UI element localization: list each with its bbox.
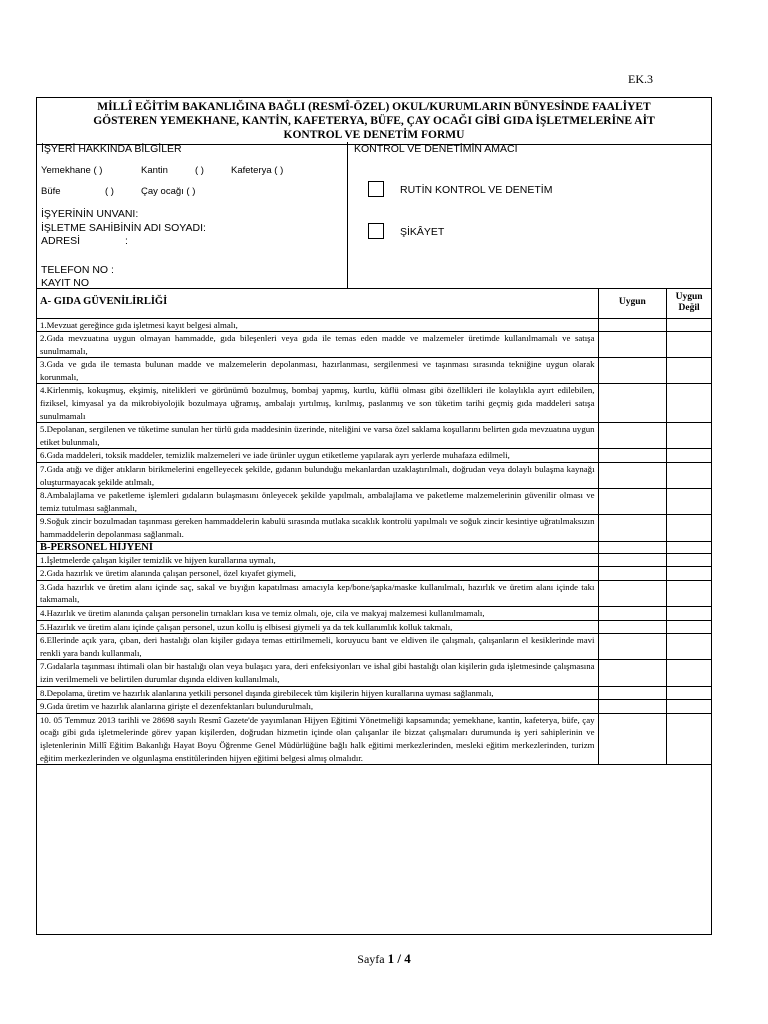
- section-b-item-6-uygun-cell[interactable]: [598, 634, 667, 660]
- section-b-item-10-text: 10. 05 Temmuz 2013 tarihli ve 28698 sayılı Resmî Gazete'de yayımlanan Hijyen Eğitimi Yönetmeliği kapsamında; yemekhane, kantin, kafeterya, büfe, çay ocağı gibi gıda işletmelerinde görev yapan kişilerden, doğrudan hizmetin içinde olan çalışanlar ile bizzat çalışmaları durumunda iş yeri sahiplerinin ve işletenlerinin Millî Eğitim Bakanlığı Hayat Boyu Öğrenme Genel Müdürlüğüne bağlı halk eğitimi merkezlerinden, mesleki eğitim merkezlerinden, turizm eğitim merkezlerinden ve olgunlaşma enstitülerinden hijyen eğitimi belgesi almış olmalıdır.: [37, 713, 598, 764]
- section-b-item-3-row: [37, 580, 711, 606]
- section-a-item-1-text: 1.Mevzuat gereğince gıda işletmesi kayıt belgesi almalı,: [37, 318, 598, 332]
- section-a-item-6-text: 6.Gıda maddeleri, toksik maddeler, temizlik malzemeleri ve iade ürünler uygun etiketleme yapılarak ayrı yerlerde muhafaza edilmeli,: [37, 449, 598, 463]
- section-a-item-7-row: [37, 463, 711, 489]
- section-b-item-8-uygun-degil-cell[interactable]: [667, 686, 711, 700]
- section-a-item-7-uygun-cell[interactable]: [598, 463, 667, 489]
- section-b-item-5-text: 5.Hazırlık ve üretim alanı içinde çalışan personel, uzun kollu iş elbisesi giymeli ya da tek kullanımlık kolluk takmalı,: [37, 620, 598, 634]
- section-a-item-8-uygun-degil-cell[interactable]: [667, 489, 711, 515]
- section-b-item-2-uygun-cell[interactable]: [598, 567, 667, 581]
- section-a-item-2-text: 2.Gıda mevzuatına uygun olmayan hammadde, gıda bileşenleri veya gıda ile temas eden madde ve malzemeler üretimde kullanılmamalı ve satışa sunulmamalı,: [37, 332, 598, 358]
- section-b-item-1-row: [37, 553, 711, 567]
- section-b-header-uygun-cell: [598, 541, 667, 553]
- section-b-item-6-row: [37, 634, 711, 660]
- title-line-2: GÖSTEREN YEMEKHANE, KANTİN, KAFETERYA, BÜFE, ÇAY OCAĞI GİBİ GIDA İŞLETMELERİNE AİT: [93, 115, 655, 127]
- section-b-item-3-text: 3.Gıda hazırlık ve üretim alanı içinde saç, sakal ve bıyığın kapatılması amacıyla kep/bone/şapka/maske kullanılmalı, hazırlık ve üretim alanı içinde takı takmamalı,: [37, 580, 598, 606]
- section-b-item-6-uygun-degil-cell[interactable]: [667, 634, 711, 660]
- section-b-item-10-row: [37, 713, 711, 764]
- section-b-item-9-uygun-degil-cell[interactable]: [667, 700, 711, 714]
- purpose-panel: [348, 142, 711, 288]
- field-telefon-label: TELEFON NO :: [41, 264, 114, 276]
- form-title: [37, 98, 711, 145]
- section-b-item-8-row: [37, 686, 711, 700]
- info-section: [37, 142, 711, 289]
- title-line-1: MİLLÎ EĞİTİM BAKANLIĞINA BAĞLI (RESMÎ-ÖZEL) OKUL/KURUMLARIN BÜNYESİNDE FAALİYET: [97, 101, 651, 113]
- section-a-item-2-row: [37, 332, 711, 358]
- section-b-item-6-text: 6.Ellerinde açık yara, çıban, deri hastalığı olan kişiler gıdaya temas ettirilmemeli, koruyucu bant ve eldiven ile çalışmalı, çalışanların el kesiklerinde mavi renkli yara bandı kullanmalı,: [37, 634, 598, 660]
- section-b-item-3-uygun-degil-cell[interactable]: [667, 580, 711, 606]
- section-b-header-row: [37, 541, 711, 553]
- section-a-item-5-text: 5.Depolanan, sergilenen ve tüketime sunulan her türlü gıda maddesinin üzerinde, niteliğini ve varsa özel saklama koşullarını belirten gıda mevzuatına uygun etiket bulunmalı,: [37, 423, 598, 449]
- section-b-item-10-uygun-degil-cell[interactable]: [667, 713, 711, 764]
- section-b-item-8-uygun-cell[interactable]: [598, 686, 667, 700]
- checklist-table: [37, 288, 711, 765]
- page-footer: [0, 951, 768, 967]
- section-a-item-1-uygun-degil-cell[interactable]: [667, 318, 711, 332]
- section-a-item-9-row: [37, 515, 711, 541]
- section-b-item-1-uygun-degil-cell[interactable]: [667, 553, 711, 567]
- section-a-item-5-uygun-cell[interactable]: [598, 423, 667, 449]
- section-b-header-uygun-degil-cell: [667, 541, 711, 553]
- option-kantin-paren[interactable]: ( ): [195, 165, 204, 176]
- section-a-item-4-uygun-cell[interactable]: [598, 384, 667, 423]
- section-b-item-1-uygun-cell[interactable]: [598, 553, 667, 567]
- section-b-item-2-text: 2.Gıda hazırlık ve üretim alanında çalışan personel, özel kıyafet giymeli,: [37, 567, 598, 581]
- section-a-item-5-row: [37, 423, 711, 449]
- field-adres-colon: :: [125, 235, 128, 247]
- field-unvan-label: İŞYERİNİN UNVANI:: [41, 208, 139, 220]
- section-b-item-5-row: [37, 620, 711, 634]
- checkbox-routine[interactable]: [368, 181, 384, 197]
- section-a-item-3-uygun-degil-cell[interactable]: [667, 358, 711, 384]
- section-b-item-7-text: 7.Gıdalarla taşınması ihtimali olan bir hastalığı olan veya bulaşıcı yara, deri enfeksiyonları ve ishal gibi hastalığı olan kişilerin gıda işletmesinde çalışmasına izin verilmemeli ve belirtilen durumlar dışında eldiven kullanılmalı,: [37, 660, 598, 686]
- purpose-heading: KONTROL VE DENETİMİN AMACI: [354, 143, 518, 155]
- footer-page-number: 1 / 4: [387, 951, 411, 966]
- section-a-item-4-text: 4.Kirlenmiş, kokuşmuş, ekşimiş, nitelikleri ve görünümü bozulmuş, bombaj yapmış, kurtlu, küflü olması gibi özellikleri ile kolaylıkla ayırt edilebilen, fiziksel, kimyasal ya da mikrobiyolojik bozulmaya uğramış, ambalajı yırtılmış, kırılmış, paslanmış ve son tüketim tarihi geçmiş gıda maddeleri satışa sunulmamalı: [37, 384, 598, 423]
- form-frame: [36, 97, 712, 935]
- section-a-item-9-uygun-cell[interactable]: [598, 515, 667, 541]
- option-bufe[interactable]: Büfe: [41, 186, 61, 197]
- section-b-item-3-uygun-cell[interactable]: [598, 580, 667, 606]
- section-a-item-9-text: 9.Soğuk zincir bozulmadan taşınması gereken hammaddelerin kabulü sırasında mutlaka sıcaklık kontrolü yapılmalı ve soğuk zincir kesintiye uğratılmaksızın hammaddelerin depolanması sağlanmalı.: [37, 515, 598, 541]
- option-cay-ocagi[interactable]: Çay ocağı ( ): [141, 186, 196, 197]
- section-b-item-10-uygun-cell[interactable]: [598, 713, 667, 764]
- option-routine-label: RUTİN KONTROL VE DENETİM: [400, 184, 553, 196]
- section-a-item-2-uygun-degil-cell[interactable]: [667, 332, 711, 358]
- section-b-item-2-uygun-degil-cell[interactable]: [667, 567, 711, 581]
- field-adres-label: ADRESİ: [41, 235, 81, 247]
- section-a-item-7-uygun-degil-cell[interactable]: [667, 463, 711, 489]
- section-a-item-1-row: [37, 318, 711, 332]
- section-a-item-6-uygun-degil-cell[interactable]: [667, 449, 711, 463]
- section-b-item-5-uygun-cell[interactable]: [598, 620, 667, 634]
- section-a-item-8-uygun-cell[interactable]: [598, 489, 667, 515]
- section-a-header-row: [37, 288, 711, 318]
- checkbox-complaint[interactable]: [368, 223, 384, 239]
- annex-label: EK.3: [628, 72, 653, 86]
- option-bufe-paren[interactable]: ( ): [105, 186, 114, 197]
- section-b-item-9-row: [37, 700, 711, 714]
- footer-prefix: Sayfa: [357, 952, 385, 966]
- section-a-item-6-uygun-cell[interactable]: [598, 449, 667, 463]
- section-a-item-3-row: [37, 358, 711, 384]
- section-b-item-9-text: 9.Gıda üretim ve hazırlık alanlarına girişte el dezenfektanları bulundurulmalı,: [37, 700, 598, 714]
- option-yemekhane[interactable]: Yemekhane ( ): [41, 165, 103, 176]
- section-a-item-9-uygun-degil-cell[interactable]: [667, 515, 711, 541]
- section-a-item-3-text: 3.Gıda ve gıda ile temasta bulunan madde ve malzemelerin depolanması, hazırlanması, sergilenmesi ve taşınması sırasında tekniğine uygun olarak korunmalı,: [37, 358, 598, 384]
- section-b-item-2-row: [37, 567, 711, 581]
- section-b-item-4-uygun-cell[interactable]: [598, 606, 667, 620]
- section-b-item-5-uygun-degil-cell[interactable]: [667, 620, 711, 634]
- section-a-item-3-uygun-cell[interactable]: [598, 358, 667, 384]
- business-info-heading: İŞYERİ HAKKINDA BİLGİLER: [41, 143, 182, 155]
- section-a-item-6-row: [37, 449, 711, 463]
- option-kantin[interactable]: Kantin: [141, 165, 168, 176]
- section-b-item-4-row: [37, 606, 711, 620]
- section-b-item-1-text: 1.İşletmelerde çalışan kişiler temizlik ve hijyen kurallarına uymalı,: [37, 553, 598, 567]
- section-b-item-4-text: 4.Hazırlık ve üretim alanında çalışan personelin tırnakları kısa ve temiz olmalı, oje, cila ve makyaj malzemesi kullanılmamalı,: [37, 606, 598, 620]
- column-header-uygun-degil: Uygun Değil: [667, 288, 711, 318]
- section-b-item-7-row: [37, 660, 711, 686]
- section-a-item-1-uygun-cell[interactable]: [598, 318, 667, 332]
- section-b-item-7-uygun-cell[interactable]: [598, 660, 667, 686]
- field-sahip-label: İŞLETME SAHİBİNİN ADI SOYADI:: [41, 222, 206, 234]
- section-a-item-7-text: 7.Gıda atığı ve diğer atıkların birikmelerini engelleyecek şekilde, gıdanın bulunduğu mekanlardan uzaklaştırılmalı, doğrudan veya dolaylı bulaşma kaynağı oluşturmayacak şekilde atılmalı,: [37, 463, 598, 489]
- section-a-title: A- GIDA GÜVENİLİRLİĞİ: [37, 288, 598, 318]
- section-a-item-8-text: 8.Ambalajlama ve paketleme işlemleri gıdaların bulaşmasını önleyecek şekilde yapılmalı, ambalajlama ve paketleme malzemelerinin güvenilir olması ve temiz tutulması sağlanmalı,: [37, 489, 598, 515]
- section-a-item-8-row: [37, 489, 711, 515]
- column-header-uygun: Uygun: [598, 288, 667, 318]
- section-b-item-7-uygun-degil-cell[interactable]: [667, 660, 711, 686]
- section-b-item-4-uygun-degil-cell[interactable]: [667, 606, 711, 620]
- business-info-panel: [37, 142, 348, 288]
- option-kafeterya[interactable]: Kafeterya ( ): [231, 165, 284, 176]
- title-line-3: KONTROL VE DENETİM FORMU: [283, 129, 465, 141]
- field-kayit-label: KAYIT NO: [41, 277, 90, 289]
- section-a-item-5-uygun-degil-cell[interactable]: [667, 423, 711, 449]
- section-a-item-4-uygun-degil-cell[interactable]: [667, 384, 711, 423]
- section-a-item-4-row: [37, 384, 711, 423]
- section-a-item-2-uygun-cell[interactable]: [598, 332, 667, 358]
- section-b-item-8-text: 8.Depolama, üretim ve hazırlık alanlarına yetkili personel dışında girebilecek tüm kişilerin hijyen kurallarına uyması sağlanmalı,: [37, 686, 598, 700]
- section-b-item-9-uygun-cell[interactable]: [598, 700, 667, 714]
- option-complaint-label: ŞİKÂYET: [400, 226, 445, 238]
- section-b-title: B-PERSONEL HİJYENİ: [37, 541, 598, 553]
